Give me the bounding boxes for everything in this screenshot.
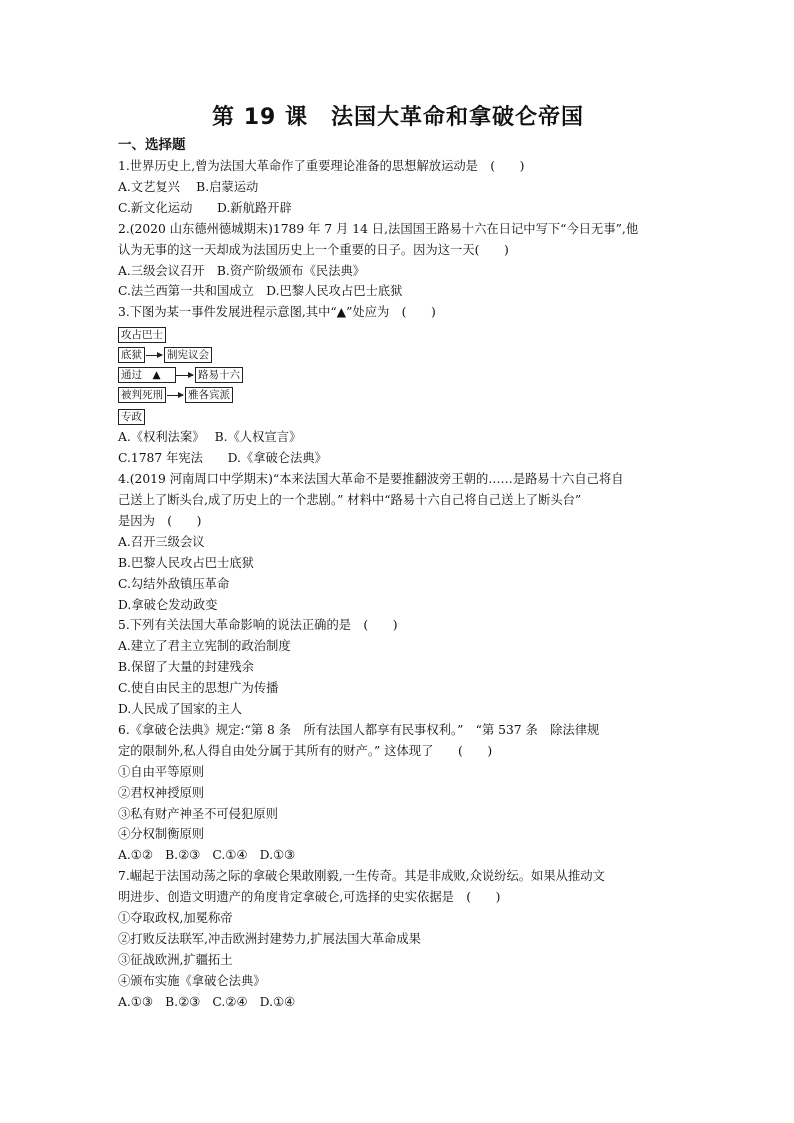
question-2-stem-line-2: 认为无事的这一天却成为法国历史上一个重要的日子。因为这一天( )	[118, 242, 509, 257]
page-title: 第 19 课 法国大革命和拿破仑帝国	[212, 105, 584, 130]
question-7-stem-line-2: 明进步、创造文明遗产的角度肯定拿破仑,可选择的史实依据是 ( )	[118, 890, 501, 905]
diagram-box-constituent-assembly: 制宪议会	[164, 347, 212, 363]
diagram-box-louis-xvi: 路易十六	[195, 367, 243, 383]
question-6-item-3: ③私有财产神圣不可侵犯原则	[118, 806, 278, 821]
question-5-option-d: D.人民成了国家的主人	[118, 702, 243, 717]
question-6-options: A.①② B.②③ C.①④ D.①③	[118, 848, 296, 863]
question-7-item-1: ①夺取政权,加冕称帝	[118, 911, 233, 926]
diagram-box-pass-triangle: 通过 ▲	[118, 367, 176, 383]
question-4-stem-line-3: 是因为 ( )	[118, 513, 202, 528]
question-6-stem-line-2: 定的限制外,私人得自由处分属于其所有的财产。” 这体现了 ( )	[118, 743, 493, 758]
question-7-options: A.①③ B.②③ C.②④ D.①④	[118, 994, 296, 1009]
question-5-option-a: A.建立了君主立宪制的政治制度	[118, 639, 291, 654]
question-3-options-ab: A.《权利法案》 B.《人权宣言》	[118, 430, 302, 445]
question-3-stem: 3.下图为某一事件发展进程示意图,其中“▲”处应为 ( )	[118, 305, 436, 320]
arrow-right-icon	[175, 375, 193, 376]
question-4-option-a: A.召开三级会议	[118, 534, 205, 549]
question-6-item-4: ④分权制衡原则	[118, 827, 205, 842]
question-4-stem-line-2: 己送上了断头台,成了历史上的一个悲剧。” 材料中“路易十六自己将自己送上了断头台”	[118, 492, 582, 507]
question-6	[118, 720, 678, 866]
question-1-options-cd: C.新文化运动 D.新航路开辟	[118, 200, 292, 215]
question-2-stem-line-1: 2.(2020 山东德州德城期末)1789 年 7 月 14 日,法国国王路易十六在日记中写下“今日无事”,他	[118, 221, 639, 236]
question-4-option-b: B.巴黎人民攻占巴士底狱	[118, 555, 254, 570]
question-7	[118, 866, 678, 1012]
question-6-stem-line-1: 6.《拿破仑法典》规定:“第 8 条 所有法国人都享有民事权利。” “第 537 条 除法律规	[118, 722, 600, 737]
question-7-item-3: ③征战欧洲,扩疆拓土	[118, 952, 233, 967]
worksheet-page	[118, 100, 678, 1013]
question-4-stem-line-1: 4.(2019 河南周口中学期末)“本来法国大革命不是要推翻波旁王朝的……是路易十六自己将自	[118, 472, 624, 487]
arrow-right-icon	[167, 395, 183, 396]
question-6-item-2: ②君权神授原则	[118, 785, 205, 800]
question-5-option-c: C.使自由民主的思想广为传播	[118, 681, 279, 696]
question-5-option-b: B.保留了大量的封建残余	[118, 660, 254, 675]
process-diagram	[118, 323, 678, 427]
question-4-option-c: C.勾结外敌镇压革命	[118, 576, 230, 591]
question-4	[118, 469, 678, 615]
diagram-box-jacobins: 雅各宾派	[185, 387, 233, 403]
section-heading: 一、选择题	[118, 137, 186, 153]
question-1	[118, 156, 678, 219]
question-2	[118, 219, 678, 303]
question-7-item-2: ②打败反法联军,冲击欧洲封建势力,扩展法国大革命成果	[118, 932, 421, 946]
diagram-box-death-sentence: 被判死刑	[118, 387, 166, 403]
question-2-options-ab: A.三级会议召开 B.资产阶级颁布《民法典》	[118, 263, 366, 278]
question-6-item-1: ①自由平等原则	[118, 764, 205, 779]
question-7-item-4: ④颁布实施《拿破仑法典》	[118, 973, 266, 988]
question-5	[118, 615, 678, 720]
question-7-stem-line-1: 7.崛起于法国动荡之际的拿破仑果敢刚毅,一生传奇。其是非成败,众说纷纭。如果从推动文	[118, 869, 605, 884]
arrow-right-icon	[146, 355, 162, 356]
question-3	[118, 302, 678, 469]
question-1-stem: 1.世界历史上,曾为法国大革命作了重要理论准备的思想解放运动是 ( )	[118, 159, 525, 173]
diagram-box-dictatorship: 专政	[118, 409, 145, 425]
question-1-options-ab: A.文艺复兴 B.启蒙运动	[118, 179, 259, 194]
diagram-box-storm-bastille: 攻占巴士	[118, 327, 166, 343]
question-4-option-d: D.拿破仑发动政变	[118, 597, 218, 612]
question-2-options-cd: C.法兰西第一共和国成立 D.巴黎人民攻占巴士底狱	[118, 284, 403, 299]
question-3-options-cd: C.1787 年宪法 D.《拿破仑法典》	[118, 451, 327, 466]
question-5-stem: 5.下列有关法国大革命影响的说法正确的是 ( )	[118, 618, 398, 633]
diagram-box-bastille-cont: 底狱	[118, 347, 145, 363]
